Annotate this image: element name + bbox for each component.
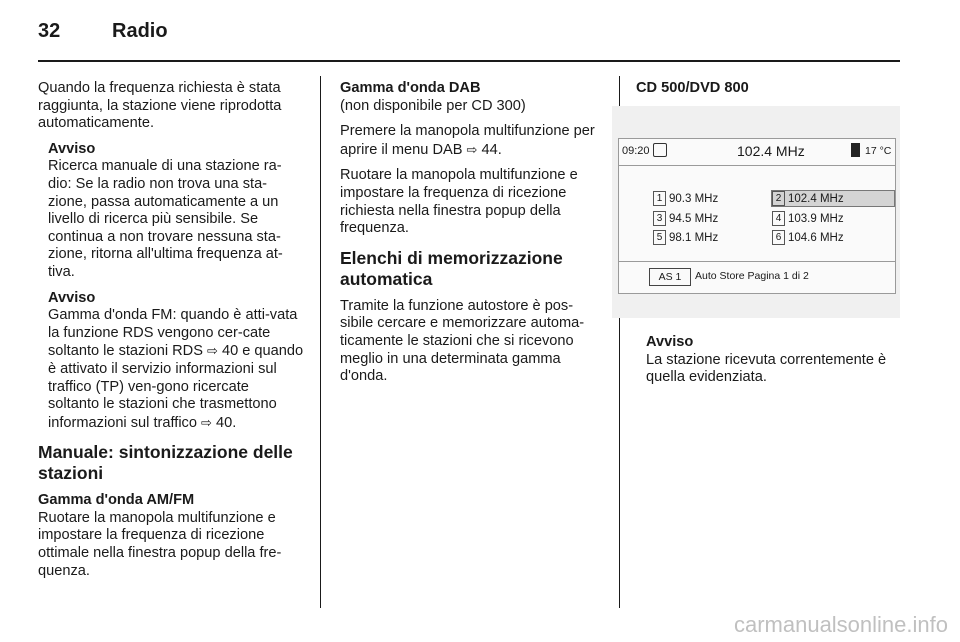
page-number: 32 bbox=[38, 20, 61, 42]
preset-frequency: 94.5 MHz bbox=[669, 212, 719, 225]
preset-2-selected[interactable] bbox=[771, 190, 895, 207]
watermark-text: carmanualsonline.info bbox=[733, 612, 948, 637]
column-3-note bbox=[646, 334, 900, 395]
autostore-button[interactable]: AS 1 bbox=[649, 268, 691, 286]
preset-number: 3 bbox=[653, 211, 666, 226]
intro-text: Quando la frequenza richiesta è stata raggiunta, la stazione viene riprodotta automaticamente. bbox=[38, 80, 282, 132]
dab-p1-text: Premere la manopola multifunzione per aprire il menu DAB bbox=[340, 123, 595, 158]
note-1-label: Avviso bbox=[48, 140, 96, 157]
am-fm-text: Ruotare la manopola multifunzione e impostare la frequenza di ricezione ottimale nella finestra popup della fre-quenza. bbox=[38, 509, 282, 579]
dab-p1 bbox=[340, 123, 602, 159]
model-heading: CD 500/DVD 800 bbox=[636, 80, 749, 96]
preset-number: 5 bbox=[653, 230, 666, 245]
manual-tuning-heading: Manuale: sintonizzazione delle stazioni bbox=[38, 442, 293, 484]
radio-display bbox=[618, 138, 896, 294]
note-2-text-a: Gamma d'onda FM: quando è atti-vata la funzione RDS vengono cer-cate soltanto le stazioni RDS bbox=[48, 307, 298, 360]
note-2-text-b: e quando è attivato il servizio informazioni sul traffico (TP) ven-gono ricercate soltanto le stazioni che trasmettono informazioni sul traffico bbox=[48, 343, 304, 431]
dab-subheading: Gamma d'onda DAB bbox=[340, 80, 481, 96]
section-title: Radio bbox=[112, 20, 168, 42]
note-2 bbox=[48, 290, 304, 433]
preset-frequency: 98.1 MHz bbox=[669, 231, 719, 244]
preset-6[interactable] bbox=[772, 230, 844, 245]
preset-1[interactable] bbox=[653, 191, 718, 206]
note-2-ref-2[interactable]: 40. bbox=[216, 414, 237, 431]
note-1-text: Ricerca manuale di una stazione ra-dio: Se la radio non trova una sta-zione, passa automaticamente a un livello di ricerca più sensibile. Se continua a non trovare nessuna sta-zione, ritorna all'ultima frequenza at-tiva. bbox=[48, 158, 283, 280]
display-status-bar bbox=[619, 139, 895, 166]
battery-icon bbox=[851, 143, 860, 157]
column-3 bbox=[636, 80, 900, 98]
clock-icon bbox=[653, 143, 667, 157]
preset-frequency: 103.9 MHz bbox=[788, 212, 844, 225]
note-3-label: Avviso bbox=[646, 334, 694, 350]
preset-5[interactable] bbox=[653, 230, 718, 245]
autostore-text: Tramite la funzione autostore è pos-sibile cercare e memorizzare automa-ticamente le stazioni che si ricevono meglio in una determinata gamma d'onda. bbox=[340, 297, 585, 385]
display-divider bbox=[619, 261, 895, 262]
preset-number: 4 bbox=[772, 211, 785, 226]
arrow-ref-icon: ⇨ bbox=[201, 414, 212, 430]
radio-screen-illustration bbox=[612, 106, 900, 318]
note-1 bbox=[48, 141, 304, 282]
autostore-heading: Elenchi di memorizzazione automatica bbox=[340, 247, 563, 289]
preset-frequency: 104.6 MHz bbox=[788, 231, 844, 244]
note-2-label: Avviso bbox=[48, 289, 96, 306]
column-1 bbox=[38, 80, 304, 588]
arrow-ref-icon: ⇨ bbox=[207, 343, 218, 359]
preset-number: 6 bbox=[772, 230, 785, 245]
preset-4[interactable] bbox=[772, 211, 844, 226]
autostore-page-text: Auto Store Pagina 1 di 2 bbox=[695, 270, 809, 282]
preset-frequency: 90.3 MHz bbox=[669, 192, 719, 205]
display-temperature: 17 °C bbox=[865, 145, 892, 157]
column-2 bbox=[340, 80, 602, 394]
am-fm-subheading: Gamma d'onda AM/FM bbox=[38, 492, 195, 509]
header-rule bbox=[38, 60, 900, 62]
dab-p1-ref[interactable]: 44. bbox=[481, 141, 502, 158]
arrow-ref-icon: ⇨ bbox=[466, 141, 478, 157]
note-2-text bbox=[48, 307, 304, 432]
preset-frequency: 102.4 MHz bbox=[788, 192, 844, 205]
preset-number: 2 bbox=[772, 191, 785, 206]
preset-number: 1 bbox=[653, 191, 666, 206]
display-time: 09:20 bbox=[622, 145, 650, 157]
note-3-text: La stazione ricevuta correntemente è quella evidenziata. bbox=[646, 351, 887, 386]
note-2-ref-1[interactable]: 40 bbox=[221, 343, 239, 360]
preset-3[interactable] bbox=[653, 211, 718, 226]
dab-note: (non disponibile per CD 300) bbox=[340, 97, 526, 114]
dab-p2: Ruotare la manopola multifunzione e impostare la frequenza di ricezione richiesta nella finestra popup della frequenza. bbox=[340, 167, 578, 237]
display-frequency: 102.4 MHz bbox=[737, 143, 805, 159]
column-divider-1 bbox=[320, 76, 321, 608]
